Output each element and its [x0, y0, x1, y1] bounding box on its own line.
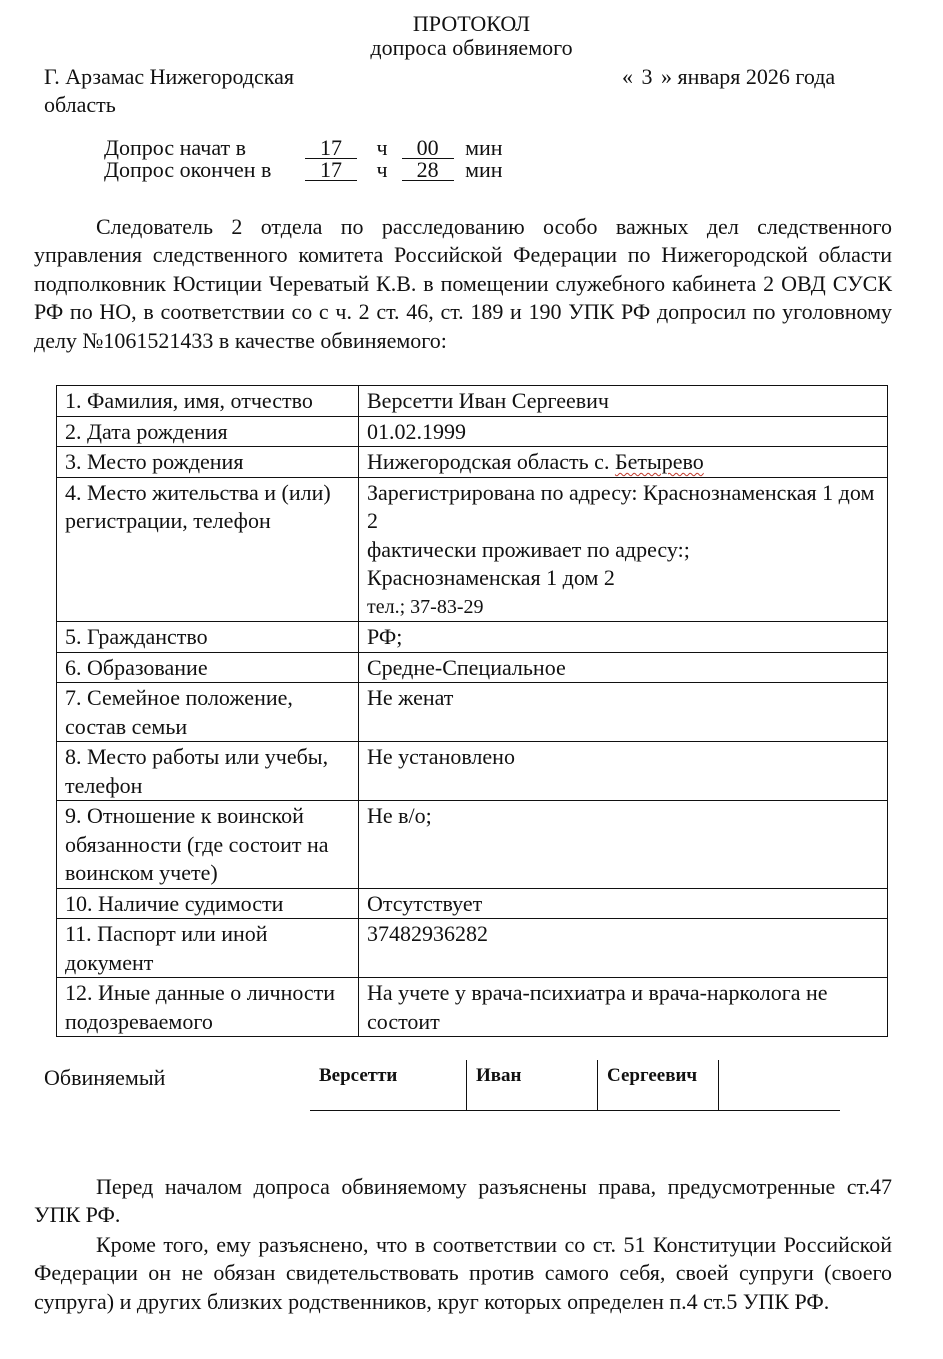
actual-address-label: фактически проживает по адресу:;	[367, 536, 690, 562]
start-label: Допрос начат в	[104, 135, 247, 160]
row-value: Не в/о;	[359, 801, 888, 889]
actual-address: Краснознаменская 1 дом 2	[367, 565, 615, 590]
phone: тел.; 37-83-29	[367, 595, 484, 618]
row-value: РФ;	[359, 622, 888, 653]
end-hour: 17	[305, 160, 357, 181]
signature-line	[310, 1110, 840, 1111]
row-label: 3. Место рождения	[57, 447, 359, 478]
row-value: На учете у врача-психиатра и врача-нарколога не состоит	[359, 978, 888, 1037]
start-hour: 17	[305, 138, 357, 159]
rights-text-2: Кроме того, ему разъяснено, что в соответствии со ст. 51 Конституции Российской Федерации он не обязан свидетельствовать против самого себя, своей супруги (своего супруга) и других близких родственников, круг которых определен п.4 ст.5 УПК РФ.	[34, 1232, 892, 1314]
row-value	[359, 477, 888, 622]
row-label: 9. Отношение к воинской обязанности (где состоит на воинском учете)	[57, 801, 359, 889]
row-label: 5. Гражданство	[57, 622, 359, 653]
table-row	[57, 801, 888, 889]
start-minute: 00	[402, 138, 454, 159]
row-value: 01.02.1999	[359, 416, 888, 447]
interrogation-end	[104, 158, 503, 182]
signature-divider	[466, 1060, 467, 1110]
table-row	[57, 386, 888, 417]
date-month-year: » января 2026 года	[661, 64, 836, 89]
row-label: 11. Паспорт или иной документ	[57, 919, 359, 978]
registration-address: Зарегистрирована по адресу: Краснознаменская 1 дом 2	[367, 479, 875, 533]
minute-unit: мин	[465, 135, 503, 160]
table-row	[57, 652, 888, 683]
row-value: Не женат	[359, 683, 888, 742]
document-title: ПРОТОКОЛ	[412, 11, 531, 36]
table-row	[57, 888, 888, 919]
row-value: Версетти Иван Сергеевич	[359, 386, 888, 417]
table-row	[57, 978, 888, 1037]
row-label: 10. Наличие судимости	[57, 888, 359, 919]
end-label: Допрос окончен в	[104, 157, 272, 182]
intro-paragraph	[34, 213, 892, 355]
table-row	[57, 919, 888, 978]
row-value: Не установлено	[359, 742, 888, 801]
signature-surname: Версетти	[319, 1065, 398, 1086]
rights-paragraph-1	[34, 1173, 892, 1230]
personal-data-table	[56, 385, 888, 1037]
table-row	[57, 683, 888, 742]
place: Г. Арзамас Нижегородская область	[44, 64, 295, 117]
row-label: 2. Дата рождения	[57, 416, 359, 447]
row-value: Средне-Специальное	[359, 652, 888, 683]
row-label: 12. Иные данные о личности подозреваемого	[57, 978, 359, 1037]
birthplace-village: Бетырево	[614, 449, 704, 474]
rights-paragraph-2	[34, 1231, 892, 1316]
table-row	[57, 477, 888, 622]
row-value: 37482936282	[359, 919, 888, 978]
signature-divider	[718, 1060, 719, 1110]
signature-label: Обвиняемый	[44, 1065, 166, 1090]
hour-unit: ч	[376, 135, 388, 160]
table-row	[57, 416, 888, 447]
table-row	[57, 447, 888, 478]
date-day: 3	[641, 64, 653, 89]
document-subtitle: допроса обвиняемого	[370, 35, 573, 60]
table-row	[57, 622, 888, 653]
rights-text-1: Перед началом допроса обвиняемому разъяснены права, предусмотренные ст.47 УПК РФ.	[34, 1174, 892, 1228]
row-value	[359, 447, 888, 478]
row-label: 4. Место жительства и (или) регистрации, телефон	[57, 477, 359, 622]
hour-unit: ч	[376, 157, 388, 182]
signature-patronymic: Сергеевич	[607, 1065, 698, 1086]
end-minute: 28	[402, 160, 454, 181]
intro-text: Следователь 2 отдела по расследованию особо важных дел следственного управления следственного комитета Российской Федерации по Нижегородской области подполковник Юстиции Череватый К.В. в помещении служебного кабинета 2 ОВД СУСК РФ по НО, в соответствии со с ч. 2 ст. 46, ст. 189 и 190 УПК РФ допросил по уголовному делу №1061521433 в качестве обвиняемого:	[34, 214, 892, 353]
row-label: 8. Место работы или учебы, телефон	[57, 742, 359, 801]
document-date	[622, 63, 835, 91]
row-label: 1. Фамилия, имя, отчество	[57, 386, 359, 417]
row-value: Отсутствует	[359, 888, 888, 919]
birthplace-region: Нижегородская область с.	[367, 449, 615, 474]
row-label: 7. Семейное положение, состав семьи	[57, 683, 359, 742]
minute-unit: мин	[465, 157, 503, 182]
date-open-quote: «	[622, 64, 633, 89]
signature-divider	[597, 1060, 598, 1110]
table-row	[57, 742, 888, 801]
signature-name: Иван	[476, 1065, 522, 1086]
row-label: 6. Образование	[57, 652, 359, 683]
